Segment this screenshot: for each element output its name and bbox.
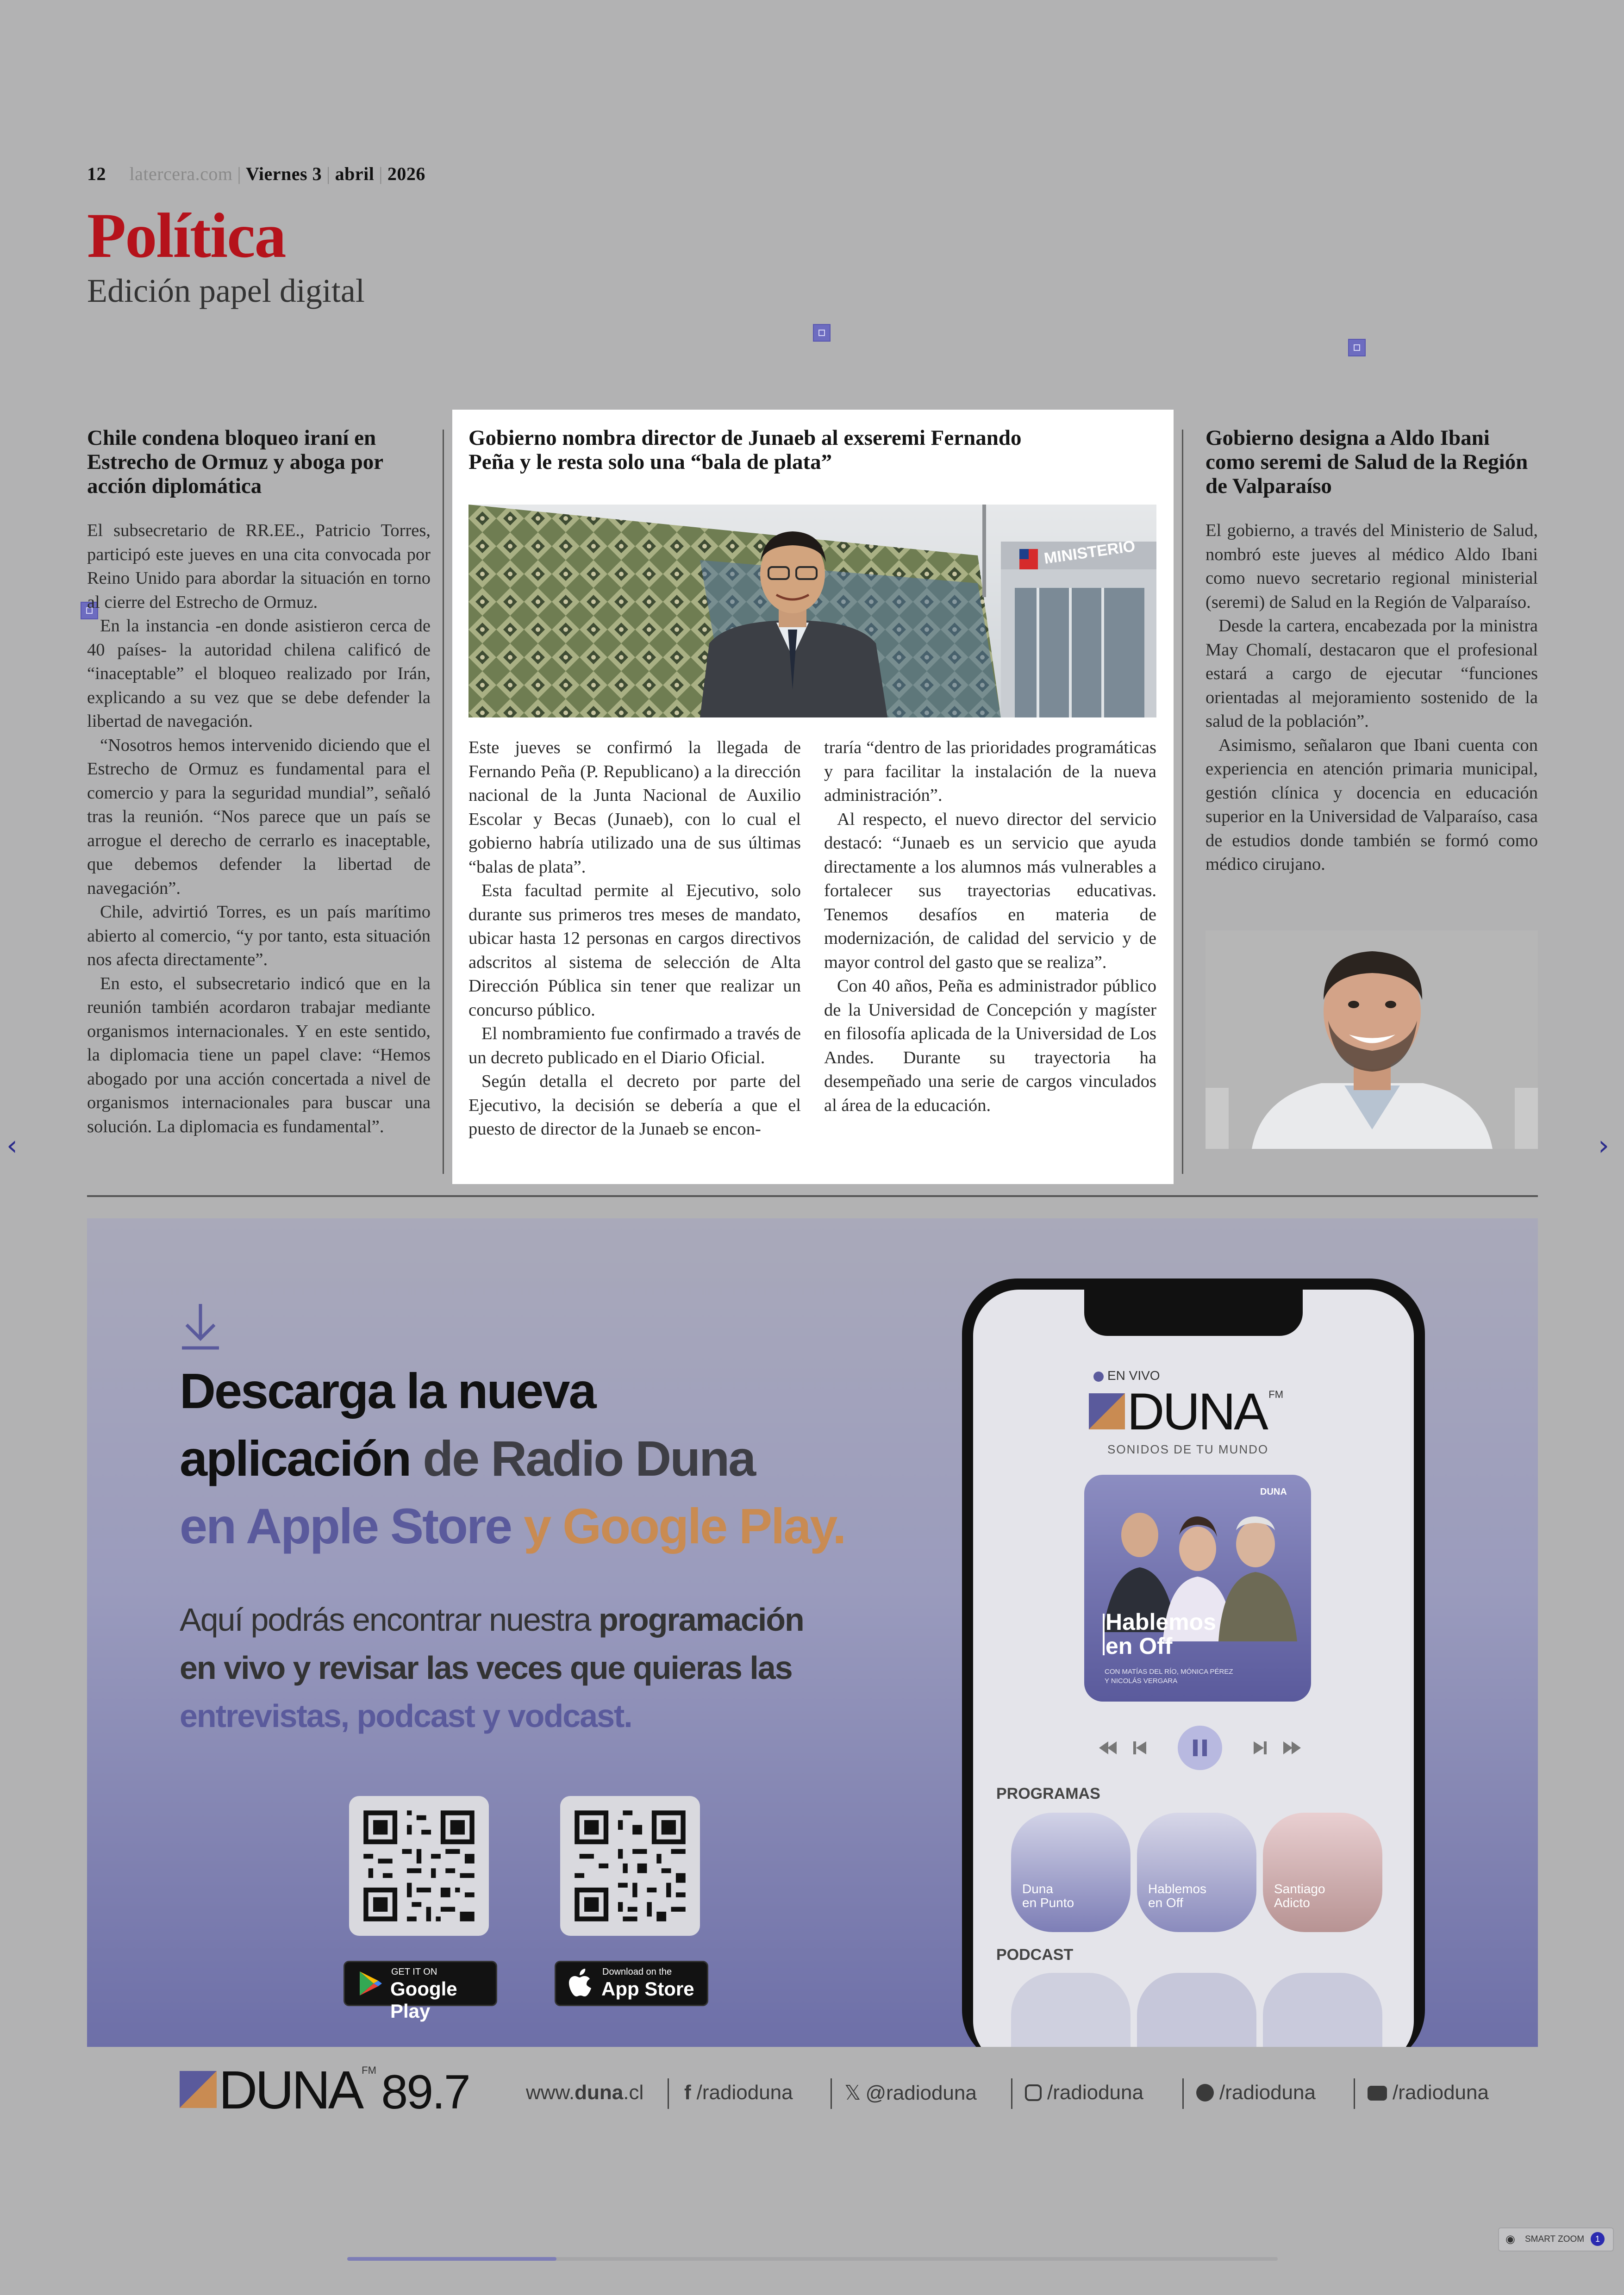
program-card-title-line-2: Adicto [1274, 1896, 1310, 1910]
ad-headline [180, 1357, 920, 1560]
spotify-handle: /radioduna [1219, 2081, 1316, 2104]
qr-code-icon [560, 1796, 700, 1936]
app-store-small-text: Download on the [602, 1967, 672, 1977]
program-card-title-line-2: en Off [1148, 1896, 1183, 1910]
article-left-paragraph: En esto, el subsecretario indicó que en la reunión también acordaron trabajar mediante organismos internacionales. Y en este sentido, la diplomacia tiene un papel clave: “Hemos abogado por una acción concertada a nivel de organismos internacionales para buscar una solución. La diplomacia es fundamental”. [87, 973, 431, 1136]
previous-icon[interactable] [1133, 1741, 1146, 1754]
next-page-arrow[interactable]: › [1598, 1129, 1609, 1162]
article-hotspot-marker[interactable] [1348, 339, 1366, 356]
program-card-title [1274, 1882, 1325, 1910]
duna-logo-icon [1089, 1393, 1125, 1429]
app-store-label: App Store [601, 1978, 694, 2000]
ad-footer [87, 2055, 1538, 2139]
card-show-title-line-2: en Off [1106, 1633, 1173, 1659]
article-left-paragraph: El subsecretario de RR.EE., Patricio Torres, participó este jueves en una cita convocada por Reino Unido para abordar la situación en torno al cierre del Estrecho de Ormuz. [87, 521, 431, 612]
program-card[interactable] [1137, 1813, 1256, 1932]
article-left[interactable] [87, 426, 431, 1139]
apple-icon [568, 1969, 594, 1998]
duna-logo-tag: FM [1268, 1389, 1284, 1400]
footer-divider [668, 2078, 669, 2109]
card-show-title [1106, 1610, 1216, 1658]
site-name: latercera.com [129, 163, 233, 184]
podcast-label: PODCAST [996, 1946, 1074, 1964]
x-handle: @radioduna [865, 2082, 977, 2104]
article-center-column-1 [468, 736, 801, 1141]
article-left-paragraph: “Nosotros hemos intervenido diciendo que el Estrecho de Ormuz es fundamental para el comercio y para la seguridad mundial”, señaló tras la reunión. “Nos parece que un país se arrogue el derecho de cerrarlo es inaceptable, que debemos defender la libertad de navegación”. [87, 735, 431, 898]
page-header: 12 latercera.com | Viernes 3 | abril | 2026 [87, 163, 425, 184]
youtube-handle: /radioduna [1393, 2081, 1489, 2104]
instagram-handle: /radioduna [1047, 2081, 1143, 2104]
section-title: Política [87, 200, 286, 271]
ad-desc-line-3: entrevistas, podcast y vodcast. [180, 1698, 632, 1734]
next-icon[interactable] [1254, 1741, 1267, 1754]
podcast-card[interactable] [1011, 1973, 1131, 2047]
article-center-paragraph: traría “dentro de las prioridades programáticas y para facilitar la instalación de la nueva administración”. [824, 738, 1156, 805]
prev-page-arrow[interactable]: ‹ [6, 1129, 18, 1162]
qr-code-app-store[interactable] [560, 1796, 700, 1936]
fast-forward-icon[interactable] [1283, 1741, 1301, 1754]
article-right-paragraph: Desde la cartera, encabezada por la ministra May Chomalí, destacaron que el profesional estará a cargo de ejecutar “funciones orientadas al mejoramiento sostenido de la salud de la población”. [1206, 616, 1538, 731]
date-month: abril [335, 163, 375, 184]
article-right[interactable] [1206, 426, 1538, 877]
article-center-paragraph: Esta facultad permite al Ejecutivo, solo durante sus primeros tres meses de mandato, ubicar hasta 12 personas en cargos directivos adscritos al sistema de selección de Alta Dirección Pública sin tener que realizar un concurso público. [468, 881, 801, 1020]
article-center-headline[interactable]: Gobierno nombra director de Junaeb al exseremi Fernando Peña y le resta solo una “bala de plata” [468, 426, 1022, 474]
date-weekday: Viernes 3 [246, 163, 322, 184]
page-scrubber-fill [347, 2257, 556, 2261]
smart-zoom-badge: 1 [1591, 2232, 1605, 2246]
section-divider [87, 1195, 1538, 1197]
footer-divider [831, 2078, 832, 2109]
article-hotspot-marker[interactable] [813, 324, 831, 342]
card-duna-badge: DUNA [1260, 1487, 1287, 1497]
ad-headline-apple: en Apple Store [180, 1498, 512, 1554]
program-card-title-line-1: Santiago [1274, 1882, 1325, 1896]
footer-logo-icon [180, 2071, 217, 2108]
website-domain: duna [575, 2081, 624, 2104]
phone-mockup [962, 1278, 1425, 2047]
smart-zoom-button[interactable] [1498, 2227, 1614, 2251]
article-center-column-2 [824, 736, 1156, 1141]
article-left-paragraph: Chile, advirtió Torres, es un país marítimo abierto al comercio, “y por tanto, esta situación nos afecta directamente”. [87, 902, 431, 969]
photo-fernando-pena [468, 505, 1156, 717]
article-left-paragraph: En la instancia -en donde asistieron cerca de 40 países- la autoridad chilena calificó de “inaceptable” el bloqueo realizado por Irán, explicando a su vez que se debe defender la libertad de navegación. [87, 616, 431, 731]
program-card-title-line-1: Hablemos [1148, 1882, 1207, 1896]
program-card[interactable] [1263, 1813, 1382, 1932]
footer-divider [1182, 2078, 1184, 2109]
article-right-headline[interactable]: Gobierno designa a Aldo Ibani como seremi de Salud de la Región de Valparaíso [1206, 426, 1528, 498]
ad-description [180, 1596, 920, 1740]
footer-instagram[interactable] [1025, 2081, 1143, 2104]
footer-divider [1354, 2078, 1355, 2109]
article-right-photo [1206, 930, 1538, 1149]
pause-icon[interactable] [1178, 1726, 1222, 1770]
footer-facebook[interactable] [684, 2081, 793, 2104]
column-divider [1182, 430, 1183, 1174]
footer-x[interactable] [844, 2081, 977, 2105]
program-card-title [1148, 1882, 1206, 1910]
footer-duna-logo [180, 2060, 469, 2120]
x-icon: 𝕏 [844, 2082, 861, 2104]
facebook-icon: f [684, 2081, 691, 2104]
program-card[interactable] [1011, 1813, 1131, 1932]
google-play-button[interactable] [344, 1961, 497, 2022]
featured-show-card[interactable] [1084, 1475, 1311, 1702]
footer-brand-tag: FM [362, 2064, 376, 2076]
ad-desc-line-2: en vivo y revisar las veces que quieras las [180, 1650, 792, 1686]
ad-headline-line-1: Descarga la nueva [180, 1363, 595, 1419]
ad-desc-text: Aquí podrás encontrar nuestra [180, 1602, 599, 1638]
photo-aldo-ibani [1206, 930, 1538, 1149]
card-show-hosts [1105, 1667, 1233, 1686]
player-controls[interactable] [1089, 1725, 1311, 1771]
section-subtitle: Edición papel digital [87, 272, 365, 309]
ad-headline-aplicacion: aplicación [180, 1430, 411, 1486]
youtube-icon [1368, 2086, 1387, 2101]
article-center-paragraph: Con 40 años, Peña es administrador público de la Universidad de Concepción y magíster en filosofía aplicada de la Universidad de Los Andes. Durante su trayectoria ha desempeñado una serie de cargos vinculados al área de la educación. [824, 976, 1156, 1115]
phone-screen [973, 1290, 1414, 2047]
programs-label: PROGRAMAS [996, 1785, 1100, 1802]
duna-logo [1089, 1383, 1284, 1441]
footer-spotify[interactable] [1196, 2081, 1316, 2104]
article-right-paragraph: El gobierno, a través del Ministerio de Salud, nombró este jueves al médico Aldo Ibani como nuevo secretario regional ministerial (seremi) de Salud en la Región de Valparaíso. [1206, 521, 1538, 612]
phone-notch [1084, 1290, 1303, 1336]
app-store-button[interactable] [555, 1961, 708, 2006]
card-show-hosts-line-2: Y NICOLÁS VERGARA [1105, 1677, 1178, 1685]
ad-headline-radio-duna: de Radio Duna [410, 1430, 755, 1486]
footer-website[interactable] [526, 2081, 643, 2104]
footer-frequency: 89.7 [381, 2065, 469, 2119]
page-number: 12 [87, 163, 106, 184]
article-center-paragraph: Según detalla el decreto por parte del Ejecutivo, la decisión se debería a que el puesto de director de la Junaeb se encon- [468, 1072, 801, 1139]
card-accent-line [1103, 1614, 1105, 1655]
facebook-handle: /radioduna [696, 2081, 793, 2104]
footer-brand: DUNA [219, 2060, 362, 2120]
ad-headline-google: y Google Play. [511, 1498, 845, 1554]
article-right-body [1206, 519, 1538, 877]
google-play-icon [356, 1970, 384, 1997]
article-left-headline[interactable]: Chile condena bloqueo iraní en Estrecho de Ormuz y aboga por acción diplomática [87, 426, 383, 498]
instagram-icon [1025, 2084, 1042, 2101]
duna-slogan: SONIDOS DE TU MUNDO [1107, 1442, 1269, 1456]
footer-youtube[interactable] [1368, 2081, 1489, 2104]
photo-sign-text: MINISTERIO [1043, 537, 1137, 568]
card-show-title-line-1: Hablemos [1106, 1609, 1216, 1635]
article-left-body [87, 519, 431, 1139]
website-prefix: www. [526, 2081, 575, 2104]
program-card-title-line-2: en Punto [1022, 1896, 1074, 1910]
eye-icon: ◉ [1505, 2233, 1515, 2245]
rewind-icon[interactable] [1099, 1741, 1117, 1754]
download-icon [180, 1302, 221, 1353]
article-center-body [468, 736, 1156, 1141]
date-year: 2026 [387, 163, 425, 184]
live-indicator [1093, 1368, 1160, 1383]
program-card-title-line-1: Duna [1022, 1882, 1053, 1896]
duna-logo-text: DUNA [1127, 1383, 1267, 1441]
column-divider [443, 430, 444, 1174]
podcast-card[interactable] [1137, 1973, 1256, 2047]
website-suffix: .cl [623, 2081, 644, 2104]
google-play-label: Google Play [390, 1978, 457, 2022]
smart-zoom-label: SMART ZOOM [1525, 2234, 1585, 2244]
article-center-paragraph: El nombramiento fue confirmado a través de un decreto publicado en el Diario Oficial. [468, 1024, 801, 1067]
ad-desc-programacion: programación [599, 1602, 804, 1638]
podcast-card[interactable] [1263, 1973, 1382, 2047]
qr-code-google-play[interactable] [349, 1796, 489, 1936]
qr-code-icon [349, 1796, 489, 1936]
card-show-hosts-line-1: CON MATÍAS DEL RÍO, MÓNICA PÉREZ [1105, 1668, 1233, 1676]
footer-divider [1011, 2078, 1012, 2109]
live-label: EN VIVO [1107, 1368, 1160, 1383]
spotify-icon [1196, 2084, 1214, 2102]
radio-duna-ad[interactable] [87, 1218, 1538, 2047]
article-center-paragraph: Al respecto, el nuevo director del servicio destacó: “Junaeb es un servicio que ayuda directamente a los alumnos más vulnerables a fortalecer sus trayectorias educativas. Tenemos desafíos en materia de modernización, de calidad del servicio y de mayor control del gasto que se realiza”. [824, 809, 1156, 972]
article-center-paragraph: Este jueves se confirmó la llegada de Fernando Peña (P. Republicano) a la dirección nacional de la Junta Nacional de Auxilio Escolar y Becas (Junaeb), con lo cual el gobierno habría utilizado una de sus últimas “balas de plata”. [468, 738, 801, 877]
article-center-photo [468, 505, 1156, 717]
article-right-paragraph: Asimismo, señalaron que Ibani cuenta con experiencia en atención primaria municipal, gestión clínica y docencia en educación superior en la Universidad de Valparaíso, casa de estudios donde también se formó como médico cirujano. [1206, 735, 1538, 874]
page-scrubber-track[interactable] [347, 2257, 1278, 2261]
program-card-title [1022, 1882, 1074, 1910]
google-play-small-text: GET IT ON [391, 1967, 437, 1977]
article-center[interactable] [468, 426, 1156, 474]
